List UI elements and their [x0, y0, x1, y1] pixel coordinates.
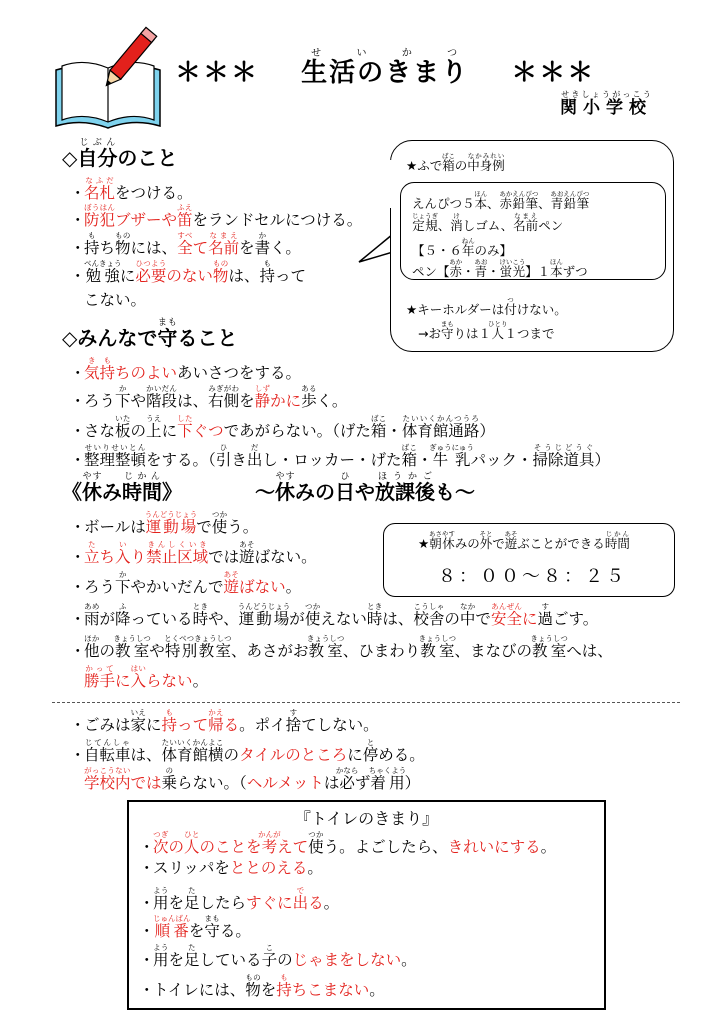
list-item: ・立たち入いり禁止区域きんしくいきでは遊あそばない。	[70, 540, 317, 566]
list-item: ・気持きもちのよいあいさつをする。	[70, 356, 302, 382]
section-break-title: 《休やすみ時間じかん》	[62, 472, 182, 504]
title-main: 生活のきまりせいかつ	[301, 48, 470, 88]
fudebako-item: えんぴつ５本ほん、赤鉛筆あかえんぴつ、青鉛筆あおえんぴつ	[412, 190, 590, 211]
fudebako-item: 【５・６年ねんのみ】	[412, 237, 513, 258]
list-item: ・防犯ぼうはんブザーや笛ふえをランドセルにつける。	[70, 203, 363, 229]
fudebako-item: ペン【赤あか・青あお・蛍光けいこう】１本ほんずつ	[412, 258, 588, 279]
morning-label: ★朝休あさやすみの外そとで遊あそぶことができる時間じかん	[418, 530, 630, 551]
list-item: ・雨あめが降ふっている時ときや、運動場うんどうじょうが使つかえない時ときは、校舎こうしゃの中なかで安全あんぜんに過すごす。	[70, 602, 599, 628]
fudebako-keyholder: ★キーホルダーは付つけない。	[406, 296, 567, 317]
toilet-rules-title: 『トイレのきまり』	[294, 809, 439, 828]
morning-time: ８：００～８：２５	[438, 566, 627, 587]
list-item: ・さな板いたの上うえに下したぐつであがらない。（げた箱ばこ・体育館通路たいいくかんつうろ）	[70, 414, 495, 440]
list-item: こない。	[84, 291, 147, 309]
title-stars-left: ＊＊＊	[175, 58, 260, 88]
list-item: ・次つぎの人ひとのことを考かんがえて使つかう。よごしたら、きれいにする。	[139, 830, 557, 856]
list-item: ・スリッパをととのえる。	[139, 859, 323, 877]
toilet-rules-box	[127, 800, 606, 1010]
list-item: ・他ほかの教室きょうしつや特別教室とくべつきょうしつ、あさがお教室きょうしつ、ひまわり教室きょうしつ、まなびの教室きょうしつへは、	[70, 634, 613, 660]
bubble-tail-cover	[388, 160, 394, 208]
list-item: ・順番じゅんばんを守まもる。	[139, 914, 251, 940]
list-item: ・勉強べんきょうに必要ひつようのない物ものは、持もって	[70, 259, 306, 285]
pencil-icon	[100, 16, 170, 96]
title-stars-right: ＊＊＊	[511, 58, 596, 88]
section-together-title: ◇みんなで守まもること	[62, 318, 238, 350]
section-self-title: ◇自分じぶんのこと	[62, 138, 178, 170]
list-item: ・ボールは運動場うんどうじょうで使つかう。	[70, 510, 259, 536]
school-name: 関小学校せきしょうがっこう	[560, 90, 652, 118]
list-item: 勝手かってに入はいらない。	[84, 664, 209, 690]
list-item: ・トイレには、物ものを持もちこまない。	[139, 973, 385, 999]
section-break-subtitle: ～休やすみの日ひや放課後ほうかごも～	[255, 472, 475, 504]
list-item: ・持もち物ものには、全すべて名前なまえを書かく。	[70, 231, 301, 257]
list-item: ・整理整頓せいりせいとんをする。（引ひき出だし・ロッカー・げた箱ばこ・牛乳ぎゅうにゅうパック・掃除道具そうじどうぐ）	[70, 443, 611, 469]
list-item: ・ろう下かやかいだんで遊あそばない。	[70, 570, 302, 596]
divider	[52, 702, 680, 703]
list-item: 学校内がっこうないでは乗のらない。（ヘルメットは必かならず着用ちゃくよう）	[84, 766, 421, 792]
list-item: ・ごみは家いえに持もって帰かえる。ポイ捨すてしない。	[70, 708, 379, 734]
list-item: ・用ようを足たしている子このじゃまをしない。	[139, 943, 417, 969]
list-item: ・自転車じてんしゃは、体育館横たいいくかんよこのタイルのところに停とめる。	[70, 738, 425, 764]
list-item: ・名札なふだをつける。	[70, 176, 193, 202]
fudebako-item: 定規じょうぎ、消けしゴム、名前なまえペン	[412, 212, 564, 233]
fudebako-label: ★ふで箱ばこの中身例なかみれい	[406, 152, 505, 173]
list-item: ・ろう下かや階段かいだんは、右側みぎがわを静しずかに歩あるく。	[70, 384, 348, 410]
page-title	[175, 48, 595, 89]
list-item: ・用ようを足たしたらすぐに出でる。	[139, 886, 340, 912]
fudebako-omamori: →お守まもりは１人ひとり１つまで	[418, 320, 555, 341]
